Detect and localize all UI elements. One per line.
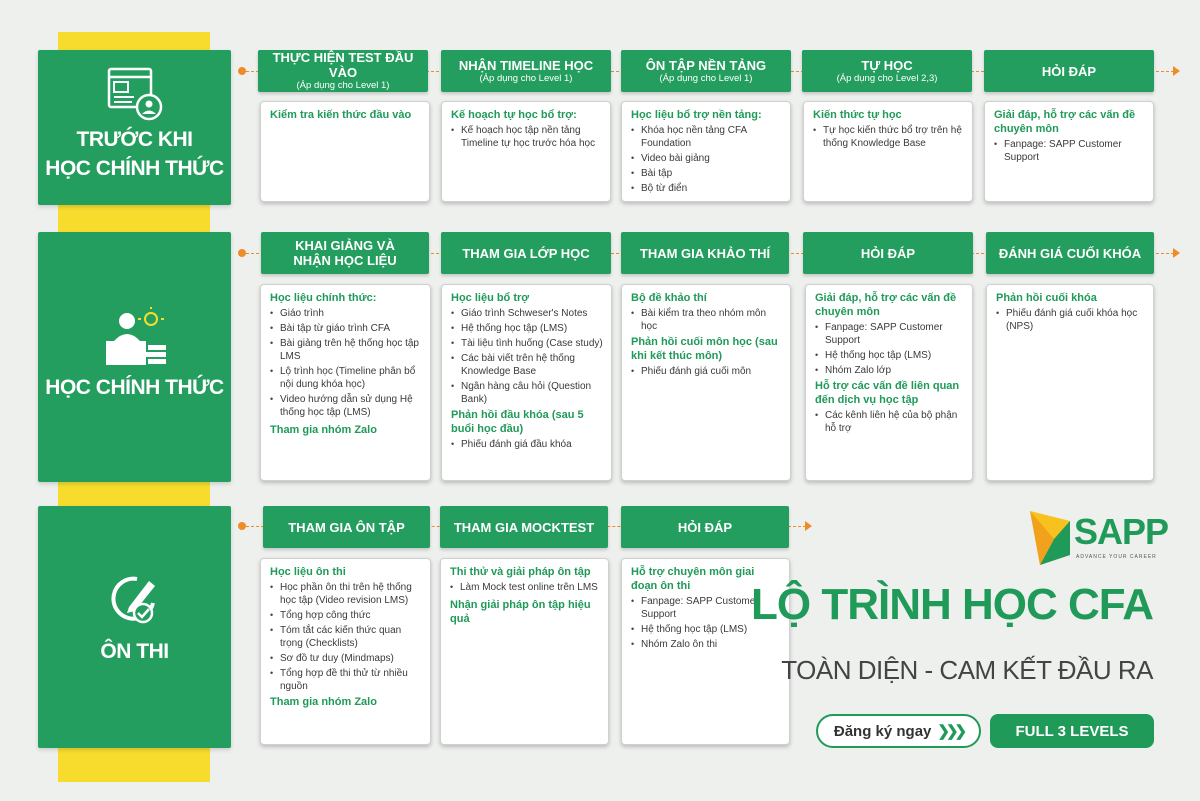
step-header: TỰ HỌC (Áp dụng cho Level 2,3) [802,50,972,92]
step-header: THỰC HIỆN TEST ĐẦU VÀO (Áp dụng cho Level 1) [258,50,428,92]
page-subtitle: TOÀN DIỆN - CAM KẾT ĐẦU RA [781,655,1153,685]
step-card: Kiểm tra kiến thức đầu vào [260,101,430,202]
step-card: Kiến thức tự học • Tự học kiến thức bổ trợ trên hệ thống Knowledge Base [803,101,973,202]
step-header: KHAI GIẢNG VÀ NHẬN HỌC LIỆU [261,232,429,274]
step-header: HỎI ĐÁP [621,506,789,548]
phase-title: TRƯỚC KHI HỌC CHÍNH THỨC [45,128,224,180]
page-title: LỘ TRÌNH HỌC CFA [751,580,1153,629]
step-card: Phản hồi cuối khóa • Phiếu đánh giá cuối khóa học (NPS) [986,284,1154,481]
list-item: • Tổng hợp đề thi thử từ nhiều nguồn [270,667,423,693]
list-item: • Nhóm Zalo lớp [815,364,965,377]
list-item: • Lộ trình học (Timeline phân bổ nội dung khóa học) [270,365,423,391]
list-item: • Bài tập [631,167,783,180]
list-item: • Nhóm Zalo ôn thi [631,638,782,651]
step-card: Giải đáp, hỗ trợ các vấn đề chuyên môn • Fanpage: SAPP Customer Support [984,101,1154,202]
list-item: • Học phần ôn thi trên hệ thống học tập (Video revision LMS) [270,581,423,607]
list-item: • Hệ thống học tập (LMS) [631,623,782,636]
register-button[interactable] [816,714,981,748]
full-levels-button[interactable]: FULL 3 LEVELS [990,714,1154,748]
step-header: THAM GIA MOCKTEST [440,506,608,548]
register-button-label: Đăng ký ngay [833,722,932,740]
list-item: • Khóa học nền tảng CFA Foundation [631,124,783,150]
connector-dot [238,249,246,257]
step-card: Học liệu chính thức: • Giáo trình • Bài tập từ giáo trình CFA • Bài giảng trên hệ thống học tập LMS • Lộ trình học (Timeline phân bổ nội dung khóa học) • Video hướng dẫn sử dụng Hệ thống học tập (LMS) Tham gia nhóm Zalo [260,284,431,481]
brand-tagline: ADVANCE YOUR CAREER [1076,554,1157,560]
step-card: Giải đáp, hỗ trợ các vấn đề chuyên môn • Fanpage: SAPP Customer Support • Hệ thống học tập (LMS) • Nhóm Zalo lớp Hỗ trợ các vấn đề liên quan đến dịch vụ học tập • Các kênh liên hệ của bộ phận hỗ trợ [805,284,973,481]
phase-title: HỌC CHÍNH THỨC [45,376,224,399]
step-header: THAM GIA ÔN TẬP [263,506,430,548]
list-item: • Ngân hàng câu hỏi (Question Bank) [451,380,604,406]
list-item: • Các bài viết trên hệ thống Knowledge Base [451,352,604,378]
list-item: • Tự học kiến thức bổ trợ trên hệ thống Knowledge Base [813,124,965,150]
list-item: • Kế hoạch học tập nền tảng Timeline tự học trước hóa học [451,124,603,150]
list-item: • Các kênh liên hệ của bộ phận hỗ trợ [815,409,965,435]
list-item: • Giáo trình [270,307,423,320]
step-header: THAM GIA KHẢO THÍ [621,232,789,274]
phase-before-course [38,50,231,205]
step-header: HỎI ĐÁP [803,232,973,274]
list-item: • Hệ thống học tập (LMS) [815,349,965,362]
list-item: • Bài tập từ giáo trình CFA [270,322,423,335]
list-item: • Tài liệu tình huống (Case study) [451,337,604,350]
step-header: ÔN TẬP NỀN TẢNG (Áp dụng cho Level 1) [621,50,791,92]
list-item: • Phiếu đánh giá cuối khóa học (NPS) [996,307,1146,333]
list-item: • Bộ từ điển [631,182,783,195]
list-item: • Giáo trình Schweser's Notes [451,307,604,320]
step-card: Học liệu bổ trợ nền tảng: • Khóa học nền tảng CFA Foundation • Video bài giảng • Bài tập • Bộ từ điển [621,101,791,202]
connector-dot [238,67,246,75]
list-item: • Fanpage: SAPP Customer Support [994,138,1146,164]
step-header: THAM GIA LỚP HỌC [441,232,611,274]
step-header: ĐÁNH GIÁ CUỐI KHÓA [986,232,1154,274]
double-chevron-right-icon: ❯❯❯ [937,723,964,740]
list-item: • Fanpage: SAPP Customer Support [631,595,782,621]
list-item: • Video hướng dẫn sử dụng Hệ thống học tập (LMS) [270,393,423,419]
student-books-icon [100,307,170,369]
list-item: • Hệ thống học tập (LMS) [451,322,604,335]
step-card: Kế hoạch tự học bổ trợ: • Kế hoạch học tập nền tảng Timeline tự học trước hóa học [441,101,611,202]
step-card: Bộ đề khảo thí • Bài kiểm tra theo nhóm môn học Phản hồi cuối môn học (sau khi kết thúc môn) • Phiếu đánh giá cuối môn [621,284,791,481]
phase-exam-prep [38,506,231,748]
step-card: Hỗ trợ chuyên môn giai đoạn ôn thi • Fanpage: SAPP Customer Support • Hệ thống học tập (LMS) • Nhóm Zalo ôn thi [621,558,790,745]
step-header: NHẬN TIMELINE HỌC (Áp dụng cho Level 1) [441,50,611,92]
list-item: • Sơ đồ tư duy (Mindmaps) [270,652,423,665]
step-card: Thi thử và giải pháp ôn tập • Làm Mock test online trên LMS Nhận giải pháp ôn tập hiệu quả [440,558,609,745]
list-item: • Bài kiểm tra theo nhóm môn học [631,307,783,333]
browser-user-icon [104,65,166,123]
step-header: HỎI ĐÁP [984,50,1154,92]
list-item: • Tóm tắt các kiến thức quan trọng (Checklists) [270,624,423,650]
list-item: • Fanpage: SAPP Customer Support [815,321,965,347]
step-card: Học liệu ôn thi • Học phần ôn thi trên hệ thống học tập (Video revision LMS) • Tổng hợp công thức • Tóm tắt các kiến thức quan trọng (Checklists) • Sơ đồ tư duy (Mindmaps) • Tổng hợp đề thi thử từ nhiều nguồn Tham gia nhóm Zalo [260,558,431,745]
step-card: Học liệu bổ trợ • Giáo trình Schweser's Notes • Hệ thống học tập (LMS) • Tài liệu tình huống (Case study) • Các bài viết trên hệ thống Knowledge Base • Ngân hàng câu hỏi (Question Bank) Phản hồi đầu khóa (sau 5 buổi học đầu) • Phiếu đánh giá đầu khóa [441,284,612,481]
list-item: • Video bài giảng [631,152,783,165]
phase-main-course [38,232,231,482]
pencil-check-icon [107,571,163,627]
list-item: • Tổng hợp công thức [270,609,423,622]
list-item: • Phiếu đánh giá cuối môn [631,365,783,378]
phase-title: ÔN THI [100,640,169,663]
list-item: • Làm Mock test online trên LMS [450,581,601,594]
connector-dot [238,522,246,530]
list-item: • Bài giảng trên hệ thống học tập LMS [270,337,423,363]
list-item: • Phiếu đánh giá đầu khóa [451,438,604,451]
brand-name: SAPP [1074,511,1169,552]
